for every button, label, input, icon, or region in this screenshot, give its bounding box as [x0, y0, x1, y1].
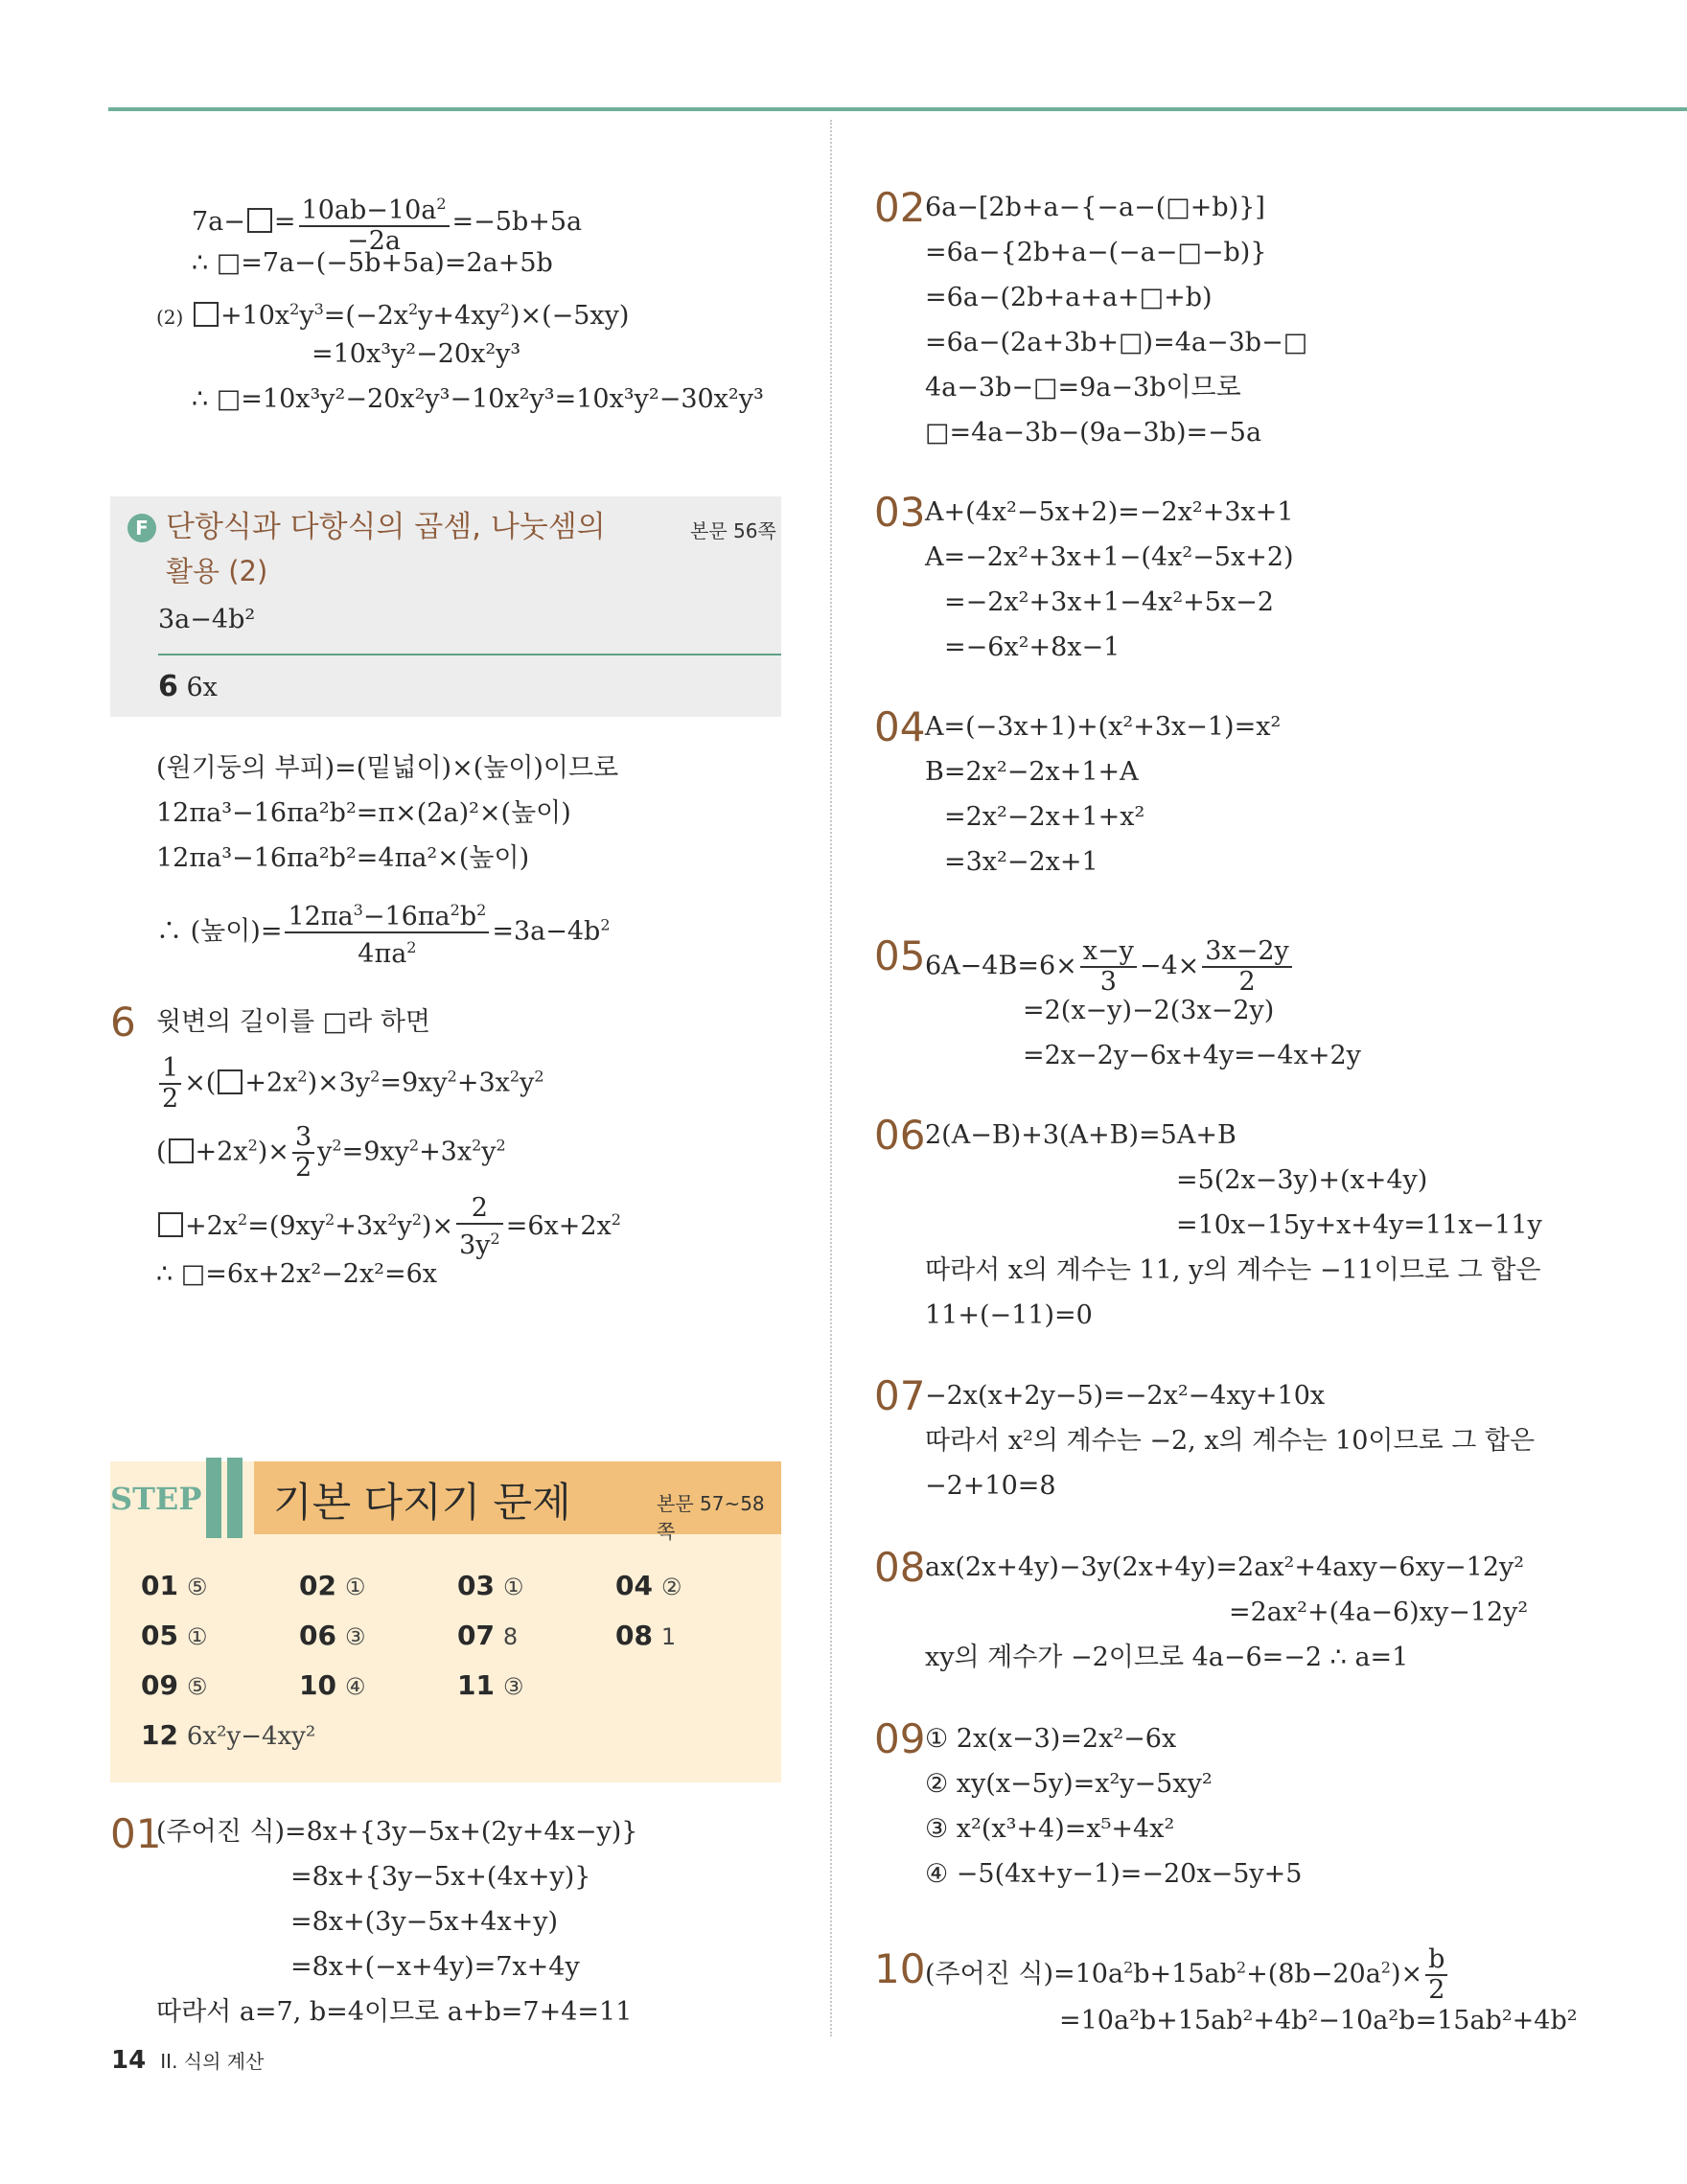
- p08-line: ax(2x+4y)−3y(2x+4y)=2ax²+4axy−6xy−12y²: [925, 1552, 1525, 1582]
- p02-line: 4a−3b−□=9a−3b이므로: [925, 373, 1241, 402]
- p6-line: $\frac{1}{2}$ ×( $+2x^2)\times 3y^2=9xy^2+3x^2y^2$: [156, 1054, 544, 1114]
- p02-line: 6a−[2b+a−{−a−(□+b)}]: [925, 193, 1265, 222]
- chapter-name: II. 식의 계산: [160, 2050, 265, 2073]
- eq-line: ∴ □=7a−(−5b+5a)=2a+5b: [192, 248, 553, 278]
- section-f-badge: F: [127, 514, 156, 542]
- answer-item: 12 6x²y−4xy²: [141, 1719, 316, 1751]
- p02-line: =6a−(2b+a+a+□+b): [925, 283, 1213, 312]
- step-number-mark: [206, 1458, 221, 1538]
- answer-item: 09 ⑤: [141, 1669, 208, 1701]
- p07-line: −2+10=8: [925, 1471, 1056, 1501]
- cyl-line: 12πa³−16πa²b²=4πa²×(높이): [156, 843, 530, 873]
- problem-number: 04: [874, 703, 926, 750]
- p04-line: B=2x²−2x+1+A: [925, 757, 1139, 787]
- section-f-box: [110, 496, 781, 717]
- section-f-answer-2: 6x: [186, 673, 218, 702]
- p04-line: =2x²−2x+1+x²: [944, 802, 1145, 832]
- problem-number: 08: [874, 1544, 926, 1591]
- page-footer: [111, 2046, 264, 2075]
- cyl-line: 12πa³−16πa²b²=π×(2a)²×(높이): [156, 798, 571, 828]
- p10-line: (주어진 식)$=10a^2b+15ab^2+(8b-20a^2)\times$ $\frac{b}{2}$: [925, 1945, 1450, 2005]
- section-f-answer-1: 3a−4b²: [158, 605, 256, 634]
- section-f-ref: 본문 56쪽: [690, 519, 776, 542]
- step-label: STEP: [110, 1481, 202, 1517]
- section-f-separator: [158, 654, 781, 655]
- step-box: [110, 1461, 781, 1782]
- eq-line: 7a− = $\frac{10ab-10a^2}{-2a}$ =−5b+5a: [192, 190, 582, 256]
- p03-line: =−2x²+3x+1−4x²+5x−2: [944, 587, 1274, 617]
- p03-line: A+(4x²−5x+2)=−2x²+3x+1: [925, 497, 1294, 527]
- p09-line: ③ x²(x³+4)=x⁵+4x²: [925, 1814, 1175, 1844]
- top-rule: [108, 107, 1687, 111]
- page-number: 14: [111, 2046, 147, 2075]
- answer-item: 11 ③: [457, 1669, 524, 1701]
- p07-line: −2x(x+2y−5)=−2x²−4xy+10x: [925, 1381, 1326, 1411]
- p06-line: =5(2x−3y)+(x+4y): [1176, 1165, 1428, 1195]
- answer-item: 10 ④: [299, 1669, 366, 1701]
- answer-item: 08 1: [615, 1620, 677, 1651]
- p09-line: ④ −5(4x+y−1)=−20x−5y+5: [925, 1859, 1303, 1889]
- p02-line: =6a−{2b+a−(−a−□−b)}: [925, 238, 1267, 267]
- step-number-mark: [227, 1458, 243, 1538]
- p06-line: 따라서 x의 계수는 11, y의 계수는 −11이므로 그 합은: [925, 1255, 1541, 1285]
- section-f-title-2: 활용 (2): [166, 555, 268, 587]
- step-ref: 본문 57~58쪽: [657, 1492, 765, 1543]
- problem-number: 05: [874, 932, 926, 979]
- problem-number: 10: [874, 1945, 926, 1992]
- eq-line: $(2) +10x^2y^3=(-2x^2y+4xy^2)\times(-5xy)$: [156, 300, 630, 331]
- p04-line: =3x²−2x+1: [944, 847, 1098, 877]
- problem-number: 06: [874, 1112, 926, 1159]
- p07-line: 따라서 x²의 계수는 −2, x의 계수는 10이므로 그 합은: [925, 1426, 1536, 1456]
- answer-item: 03 ①: [457, 1570, 524, 1601]
- p03-line: A=−2x²+3x+1−(4x²−5x+2): [925, 542, 1294, 572]
- p05-line: =2(x−y)−2(3x−2y): [1023, 996, 1275, 1025]
- p09-line: ① 2x(x−3)=2x²−6x: [925, 1724, 1177, 1754]
- answer-item: 05 ①: [141, 1620, 208, 1651]
- p01-line: =8x+{3y−5x+(4x+y)}: [290, 1862, 591, 1892]
- p03-line: =−6x²+8x−1: [944, 632, 1121, 662]
- answer-item: 04 ②: [615, 1570, 682, 1601]
- problem-number: 03: [874, 489, 926, 536]
- p08-line: xy의 계수가 −2이므로 4a−6=−2 ∴ a=1: [925, 1643, 1409, 1672]
- eq-line: =10x³y²−20x²y³: [312, 339, 521, 369]
- p02-line: □=4a−3b−(9a−3b)=−5a: [925, 418, 1262, 448]
- problem-number: 09: [874, 1715, 926, 1762]
- p6-line: $+2x^2=(9xy^2+3x^2y^2)\times$ $\frac{2}{3y^2}$ $=6x+2x^2$: [156, 1194, 621, 1260]
- p04-line: A=(−3x+1)+(x²+3x−1)=x²: [925, 712, 1282, 742]
- p01-line: (주어진 식)=8x+{3y−5x+(2y+4x−y)}: [156, 1817, 638, 1847]
- p10-line: =10a²b+15ab²+4b²−10a²b=15ab²+4b²: [1059, 2006, 1578, 2035]
- answer-item: 07 8: [457, 1620, 519, 1651]
- answer-item: 06 ③: [299, 1620, 366, 1651]
- p09-line: ② xy(x−5y)=x²y−5xy²: [925, 1769, 1213, 1799]
- problem-number: 6: [110, 999, 136, 1046]
- section-f-answer-num: 6: [158, 670, 178, 703]
- problem-number: 01: [110, 1810, 162, 1857]
- p02-line: =6a−(2a+3b+□)=4a−3b−□: [925, 328, 1308, 357]
- p05-line: =2x−2y−6x+4y=−4x+2y: [1023, 1041, 1361, 1070]
- p01-line: 따라서 a=7, b=4이므로 a+b=7+4=11: [156, 1997, 633, 2027]
- column-divider: [830, 120, 832, 2036]
- answer-item: 01 ⑤: [141, 1570, 208, 1601]
- cyl-line: (원기둥의 부피)=(밑넓이)×(높이)이므로: [156, 753, 619, 783]
- p06-line: =10x−15y+x+4y=11x−11y: [1176, 1210, 1542, 1240]
- p08-line: =2ax²+(4a−6)xy−12y²: [1229, 1598, 1529, 1627]
- answer-item: 02 ①: [299, 1570, 366, 1601]
- p01-line: =8x+(−x+4y)=7x+4y: [290, 1952, 580, 1982]
- p6-line: 윗변의 길이를 □라 하면: [156, 1007, 430, 1037]
- p06-line: 2(A−B)+3(A+B)=5A+B: [925, 1120, 1236, 1150]
- problem-number: 07: [874, 1372, 926, 1419]
- p6-line: ∴ □=6x+2x²−2x²=6x: [156, 1259, 438, 1289]
- step-title: 기본 다지기 문제: [273, 1479, 571, 1526]
- eq-line: ∴ □=10x³y²−20x²y³−10x²y³=10x³y²−30x²y³: [192, 384, 764, 414]
- cyl-line: ∴ (높이)= $\frac{12\pi a^3-16\pi a^2b^2}{4\pi a^2}$ $=3a-4b^2$: [156, 896, 611, 969]
- p01-line: =8x+(3y−5x+4x+y): [290, 1907, 559, 1937]
- problem-number: 02: [874, 184, 926, 231]
- p05-line: 6A−4B=6× $\frac{x-y}{3}$ −4× $\frac{3x-2y}{2}$: [925, 937, 1295, 997]
- step-header-bar: [254, 1461, 781, 1543]
- p6-line: ( $+2x^2)\times$ $\frac{3}{2}$ $y^2=9xy^2+3x^2y^2$: [156, 1122, 506, 1183]
- section-f-title: 단항식과 다항식의 곱셈, 나눗셈의: [166, 510, 606, 544]
- p06-line: 11+(−11)=0: [925, 1300, 1093, 1330]
